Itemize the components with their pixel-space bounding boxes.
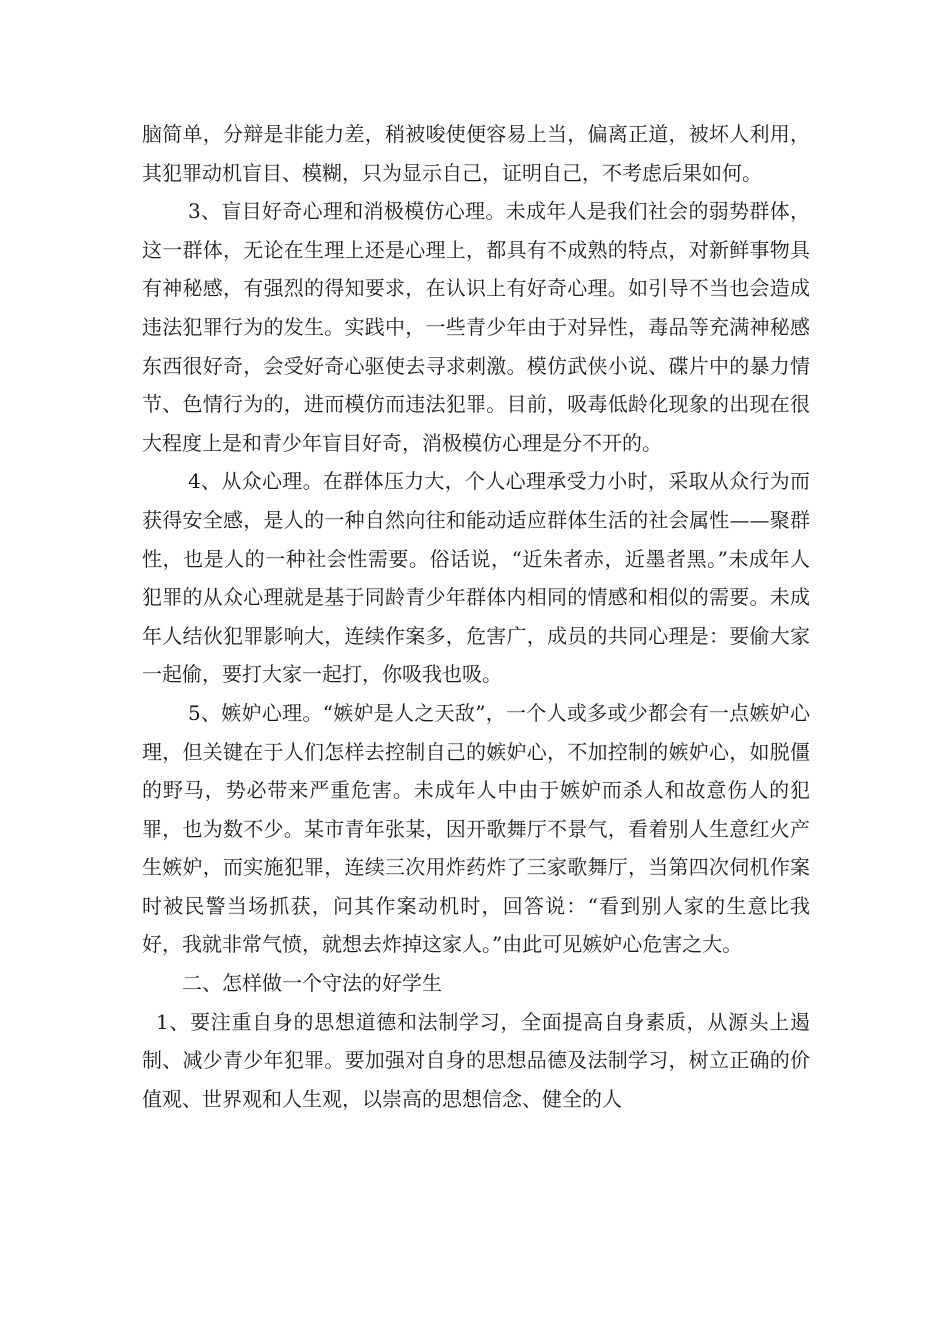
document-body — [142, 115, 810, 1118]
paragraph-conformity: 4、从众心理。在群体压力大，个人心理承受力小时，采取从众行为而获得安全感，是人的一种自然向往和能动适应群体生活的社会属性——聚群性，也是人的一种社会性需要。俗话说，“近朱者赤，近墨者黑。”未成年人犯罪的从众心理就是基于同龄青少年群体内相同的情感和相似的需要。未成年人结伙犯罪影响大，连续作案多，危害广，成员的共同心理是：要偷大家一起偷，要打大家一起打，你吸我也吸。 — [142, 469, 810, 687]
paragraph-continuation: 脑简单，分辩是非能力差，稍被唆使便容易上当，偏离正道，被坏人利用，其犯罪动机盲目、模糊，只为显示自己，证明自己，不考虑后果如何。 — [142, 122, 810, 185]
paragraph-curiosity-imitation: 3、盲目好奇心理和消极模仿心理。未成年人是我们社会的弱势群体，这一群体，无论在生理上还是心理上，都具有不成熟的特点，对新鲜事物具有神秘感，有强烈的得知要求，在认识上有好奇心理。如引导不当也会造成违法犯罪行为的发生。实践中，一些青少年由于对异性，毒品等充满神秘感东西很好奇，会受好奇心驱使去寻求刺激。模仿武侠小说、碟片中的暴力情节、色情行为的，进而模仿而违法犯罪。目前，吸毒低龄化现象的出现在很大程度上是和青少年盲目好奇，消极模仿心理是分不开的。 — [142, 199, 810, 455]
paragraph-jealousy: 5、嫉妒心理。“嫉妒是人之天敌”，一个人或多或少都会有一点嫉妒心理，但关键在于人们怎样去控制自己的嫉妒心，不加控制的嫉妒心，如脱僵的野马，势必带来严重危害。未成年人中由于嫉妒而杀人和故意伤人的犯罪，也为数不少。某市青年张某，因开歌舞厅不景气，看着别人生意红火产生嫉妒，而实施犯罪，连续三次用炸药炸了三家歌舞厅，当第四次伺机作案时被民警当场抓获，问其作案动机时，回答说：“看到别人家的生意比我好，我就非常气愤，就想去炸掉这家人。”由此可见嫉妒心危害之大。 — [142, 700, 810, 957]
paragraph-moral-legal-study: 1、要注重自身的思想道德和法制学习，全面提高自身素质，从源头上遏制、减少青少年犯罪。要加强对自身的思想品德及法制学习，树立正确的价值观、世界观和人生观，以崇高的思想信念、健全的人 — [142, 1009, 810, 1111]
section-heading-law-abiding-student: 二、怎样做一个守法的好学生 — [182, 971, 442, 996]
